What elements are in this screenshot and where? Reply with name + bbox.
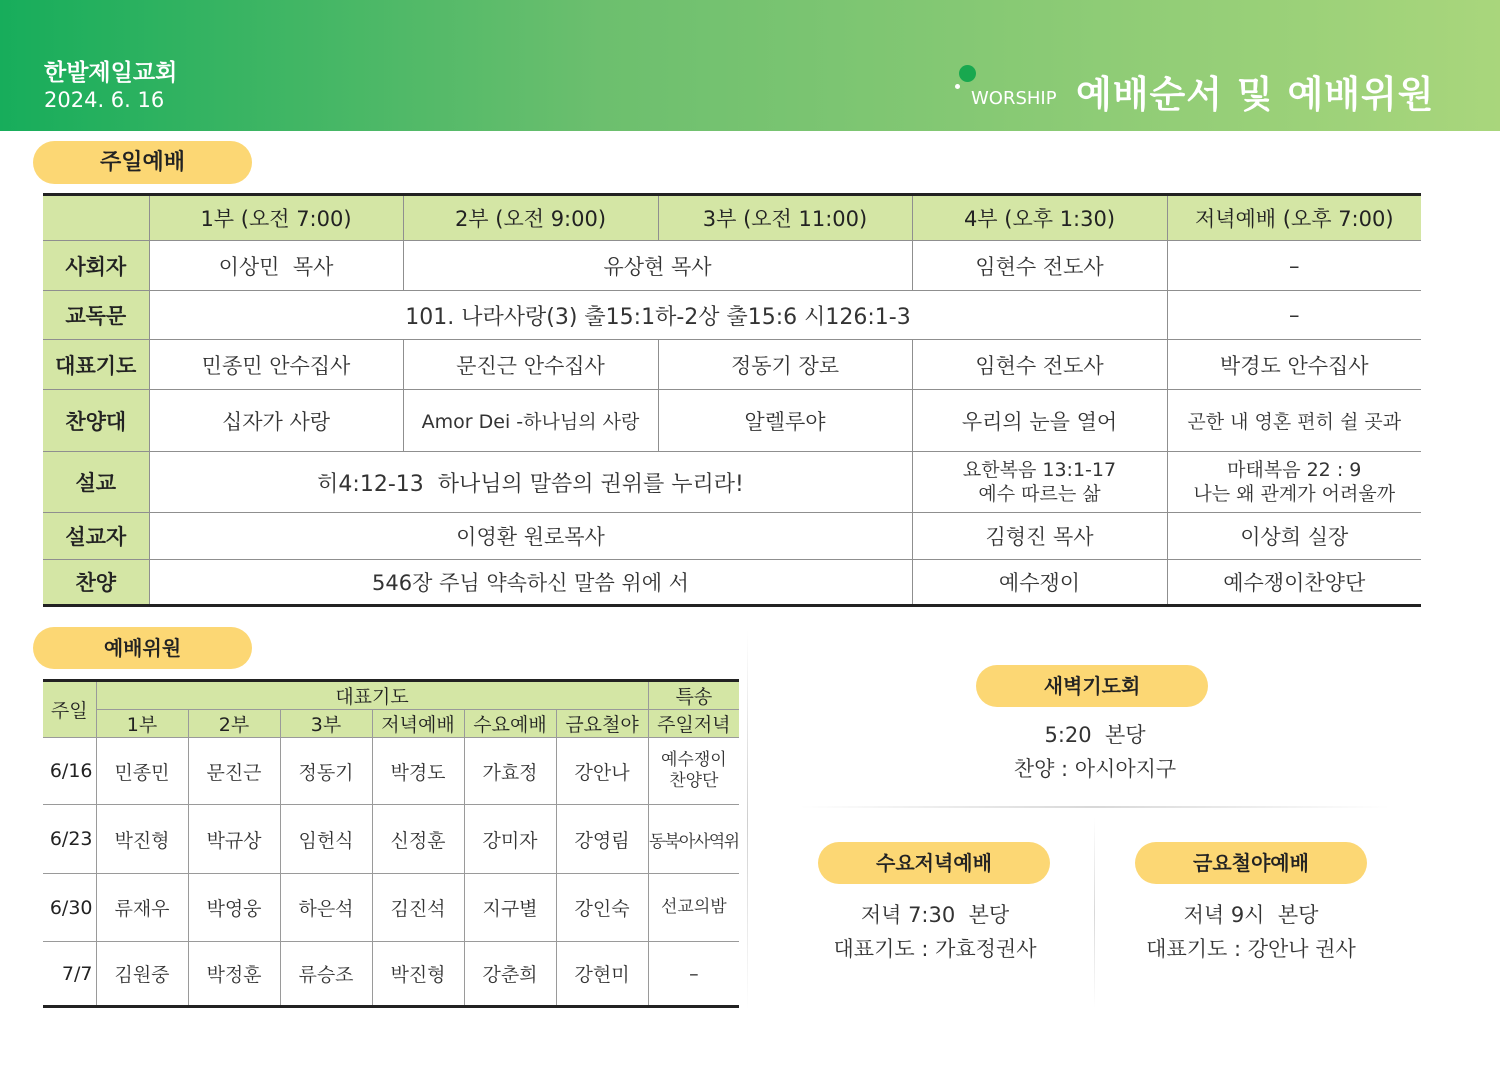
special-header: 특송 [648, 681, 739, 710]
sub-header: 1부 [96, 710, 188, 738]
cell [1167, 452, 1421, 513]
cell: 강인숙 [556, 874, 648, 942]
sermon-passage: 요한복음 13:1-17 [962, 459, 1117, 481]
cell: 김형진 목사 [912, 513, 1167, 560]
cell: 예수쟁이찬양단 [1167, 560, 1421, 606]
sub-header: 3부 [280, 710, 372, 738]
worship-label: WORSHIP [971, 88, 1057, 109]
cell [912, 452, 1167, 513]
divider [800, 806, 1390, 808]
friday-service-label: 금요철야예배 [1135, 842, 1367, 884]
row-header: 찬양대 [43, 390, 149, 452]
cell: 우리의 눈을 열어 [912, 390, 1167, 452]
cell: 강미자 [464, 805, 556, 874]
col-header: 4부 (오후 1:30) [912, 195, 1167, 241]
special-cell: 선교의밤 [648, 874, 739, 942]
cell: 박진형 [372, 942, 464, 1007]
dawn-prayer-info [950, 718, 1240, 786]
date-cell: 6/30 [43, 874, 96, 942]
cell: 하은석 [280, 874, 372, 942]
cell: 히4:12-13 하나님의 말씀의 권위를 누리라! [149, 452, 912, 513]
sub-header: 주일저녁 [648, 710, 739, 738]
row-header: 설교자 [43, 513, 149, 560]
sunday-service-table [43, 193, 1421, 607]
cell: 이영환 원로목사 [149, 513, 912, 560]
wednesday-prayer: 대표기도 : 가효정권사 [833, 937, 1037, 961]
cell: 101. 나라사랑(3) 출15:1하-2상 출15:6 시126:1-3 [149, 291, 1167, 340]
cell: 민종민 안수집사 [149, 340, 403, 390]
table-row [43, 452, 1421, 513]
dawn-time: 5:20 본당 [1044, 723, 1146, 747]
sub-header: 2부 [188, 710, 280, 738]
cell: 지구별 [464, 874, 556, 942]
sunday-section-label: 주일예배 [33, 141, 252, 184]
cell: 이상희 실장 [1167, 513, 1421, 560]
table-row [43, 340, 1421, 390]
wednesday-time: 저녁 7:30 본당 [860, 903, 1010, 927]
table-header-row [43, 710, 739, 738]
cell: 강춘희 [464, 942, 556, 1007]
table-row [43, 513, 1421, 560]
row-header: 찬양 [43, 560, 149, 606]
sermon-passage: 마태복음 22 : 9 [1227, 459, 1362, 481]
corner-cell [43, 195, 149, 241]
cell: 임현수 전도사 [912, 340, 1167, 390]
wednesday-service-label: 수요저녁예배 [818, 842, 1050, 884]
sub-header: 금요철야 [556, 710, 648, 738]
row-header: 설교 [43, 452, 149, 513]
cell: Amor Dei -하나님의 사랑 [403, 390, 658, 452]
date-cell: 6/16 [43, 738, 96, 805]
table-row [43, 738, 739, 805]
cell: 박영웅 [188, 874, 280, 942]
cell: 정동기 [280, 738, 372, 805]
special-line: 찬양단 [669, 771, 719, 791]
row-header: 대표기도 [43, 340, 149, 390]
table-header-row [43, 195, 1421, 241]
table-row [43, 241, 1421, 291]
cell: – [1167, 241, 1421, 291]
cell: 알렐루야 [658, 390, 912, 452]
cell: 민종민 [96, 738, 188, 805]
special-cell: 동북아사역위 [648, 805, 739, 874]
cell: 정동기 장로 [658, 340, 912, 390]
friday-time: 저녁 9시 본당 [1183, 903, 1319, 927]
col-header: 저녁예배 (오후 7:00) [1167, 195, 1421, 241]
sub-header: 수요예배 [464, 710, 556, 738]
cell: 박경도 안수집사 [1167, 340, 1421, 390]
green-dot-icon [959, 65, 976, 82]
cell: 류재우 [96, 874, 188, 942]
wednesday-service-info [790, 898, 1080, 966]
table-row [43, 390, 1421, 452]
cell: 박경도 [372, 738, 464, 805]
divider [747, 630, 748, 1010]
col-header: 1부 (오전 7:00) [149, 195, 403, 241]
cell: 임현수 전도사 [912, 241, 1167, 291]
table-row [43, 942, 739, 1007]
sub-header: 저녁예배 [372, 710, 464, 738]
table-row [43, 874, 739, 942]
sermon-title: 예수 따르는 삶 [978, 483, 1101, 505]
cell: 박규상 [188, 805, 280, 874]
church-name: 한밭제일교회 [44, 60, 178, 86]
friday-prayer: 대표기도 : 강안나 권사 [1146, 937, 1356, 961]
cell: 십자가 사랑 [149, 390, 403, 452]
table-row [43, 560, 1421, 606]
cell: 김진석 [372, 874, 464, 942]
cell: 신정훈 [372, 805, 464, 874]
cell: – [1167, 291, 1421, 340]
header-banner [0, 0, 1500, 131]
special-cell [648, 738, 739, 805]
table-row [43, 805, 739, 874]
white-dot-icon [955, 84, 960, 89]
row-header: 사회자 [43, 241, 149, 291]
special-cell: – [648, 942, 739, 1007]
row-header: 교독문 [43, 291, 149, 340]
cell: 김원중 [96, 942, 188, 1007]
cell: 문진근 [188, 738, 280, 805]
col-header: 2부 (오전 9:00) [403, 195, 658, 241]
cell: 강영림 [556, 805, 648, 874]
committee-section-label: 예배위원 [33, 627, 252, 669]
bulletin-date: 2024. 6. 16 [44, 88, 165, 112]
cell: 박정훈 [188, 942, 280, 1007]
committee-table [43, 679, 739, 1008]
date-cell: 6/23 [43, 805, 96, 874]
cell: 가효정 [464, 738, 556, 805]
cell: 문진근 안수집사 [403, 340, 658, 390]
col-header: 3부 (오전 11:00) [658, 195, 912, 241]
cell: 임헌식 [280, 805, 372, 874]
page-title: 예배순서 및 예배위원 [1076, 73, 1435, 116]
sermon-title: 나는 왜 관계가 어려울까 [1193, 483, 1396, 505]
cell: 박진형 [96, 805, 188, 874]
dawn-prayer-label: 새벽기도회 [976, 665, 1208, 707]
special-line: 예수쟁이 [660, 750, 727, 770]
table-header-row [43, 681, 739, 710]
cell: 이상민 목사 [149, 241, 403, 291]
cell: 곤한 내 영혼 편히 쉴 곳과 [1167, 390, 1421, 452]
date-cell: 7/7 [43, 942, 96, 1007]
date-header: 주일 [43, 681, 96, 738]
cell: 유상현 목사 [403, 241, 912, 291]
cell: 강현미 [556, 942, 648, 1007]
cell: 546장 주님 약속하신 말씀 위에 서 [149, 560, 912, 606]
friday-service-info [1106, 898, 1396, 966]
cell: 류승조 [280, 942, 372, 1007]
cell: 강안나 [556, 738, 648, 805]
table-row [43, 291, 1421, 340]
divider [1094, 818, 1095, 1008]
cell: 예수쟁이 [912, 560, 1167, 606]
dawn-praise: 찬양 : 아시아지구 [1013, 757, 1177, 781]
prayer-header: 대표기도 [96, 681, 648, 710]
